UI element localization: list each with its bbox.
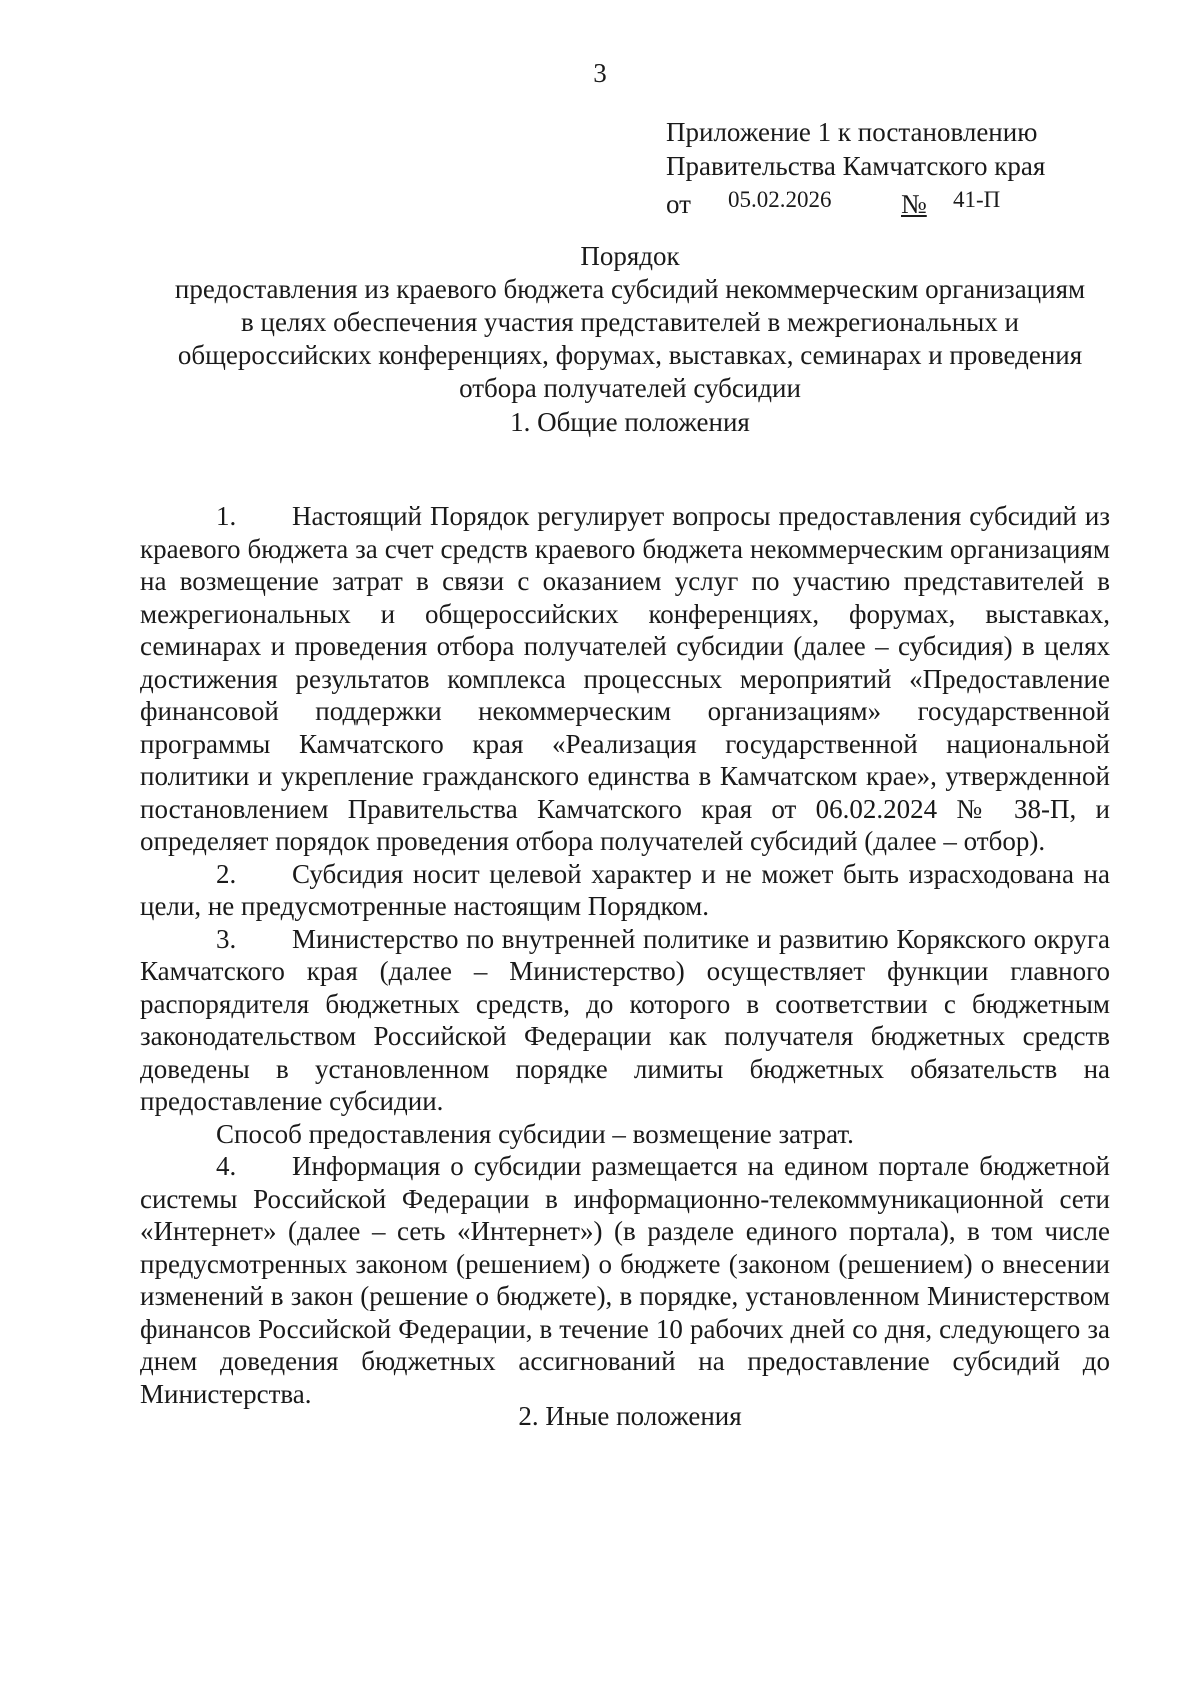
paragraph-text: Способ предоставления субсидии – возмещение затрат. [216,1118,854,1149]
appendix-line-2: Правительства Камчатского края [666,151,1046,181]
appendix-date: 05.02.2026 [728,187,832,212]
title-line-2: в целях обеспечения участия представителей в межрегиональных и [241,307,1019,337]
paragraph-3 [140,923,1110,1118]
title-line-3: общероссийских конференциях, форумах, выставках, семинарах и проведения [177,340,1083,370]
section-1-heading: 1. Общие положения [510,407,750,437]
paragraph-text: Информация о субсидии размещается на едином портале бюджетной системы Российской Федерации в информационно-телекоммуникационной сети «Интернет» (далее – сеть «Интернет») (в разделе единого портала), в том числе предусмотренных законом (решением) о бюджете (законом (решением) о внесении изменений в закон (решение о бюджете), в порядке, установленном Министерством финансов Российской Федерации, в течение 10 рабочих дней со дня, следующего за днем доведения бюджетных ассигнований на предоставление субсидий до Министерства. [140,1151,1110,1409]
paragraph-1 [140,500,1110,858]
appendix-number-sign: № [901,189,927,219]
appendix-ot-label: от [666,189,691,219]
appendix-date-line [666,183,1126,219]
paragraph-3-continued [140,1118,1110,1151]
document-title [130,240,1130,405]
page-number: 3 [593,58,607,88]
paragraph-number: 4. [216,1151,237,1181]
paragraph-number: 3. [216,923,237,954]
section-1-body [140,500,1110,1410]
paragraph-text: Субсидия носит целевой характер и не может быть израсходована на цели, не предусмотренные настоящим Порядком. [140,858,1110,921]
title-line-4: отбора получателей субсидии [459,373,801,403]
title-heading: Порядок [580,241,680,271]
appendix-number: 41-П [953,187,1001,212]
paragraph-2 [140,858,1110,923]
title-line-1: предоставления из краевого бюджета субсидий некоммерческим организациям [174,274,1086,304]
paragraph-4 [140,1150,1110,1410]
paragraph-number: 2. [216,858,237,889]
section-2-heading: 2. Иные положения [518,1401,742,1431]
paragraph-text: Настоящий Порядок регулирует вопросы предоставления субсидий из краевого бюджета за счет средств краевого бюджета некоммерческим организациям на возмещение затрат в связи с оказанием услуг по участию представителей в межрегиональных и общероссийских конференциях, форумах, выставках, семинарах и проведения отбора получателей субсидии (далее – субсидия) в целях достижения результатов комплекса процессных мероприятий «Предоставление финансовой поддержки некоммерческим организациям» государственной программы Камчатского края «Реализация государственной национальной политики и укрепление гражданского единства в Камчатском крае», утвержденной постановлением Правительства Камчатского края от 06.02.2024 № 38-П, и определяет порядок проведения отбора получателей субсидий (далее – отбор). [140,501,1110,856]
paragraph-number: 1. [216,501,237,531]
appendix-line-1: Приложение 1 к постановлению [666,117,1038,147]
appendix-header [666,115,1126,219]
paragraph-text: Министерство по внутренней политике и развитию Корякского округа Камчатского края (далее – Министерство) осуществляет функции главного распорядителя бюджетных средств, до которого в соответствии с бюджетным законодательством Российской Федерации как получателя бюджетных средств доведены в установленном порядке лимиты бюджетных обязательств на предоставление субсидии. [140,923,1110,1116]
